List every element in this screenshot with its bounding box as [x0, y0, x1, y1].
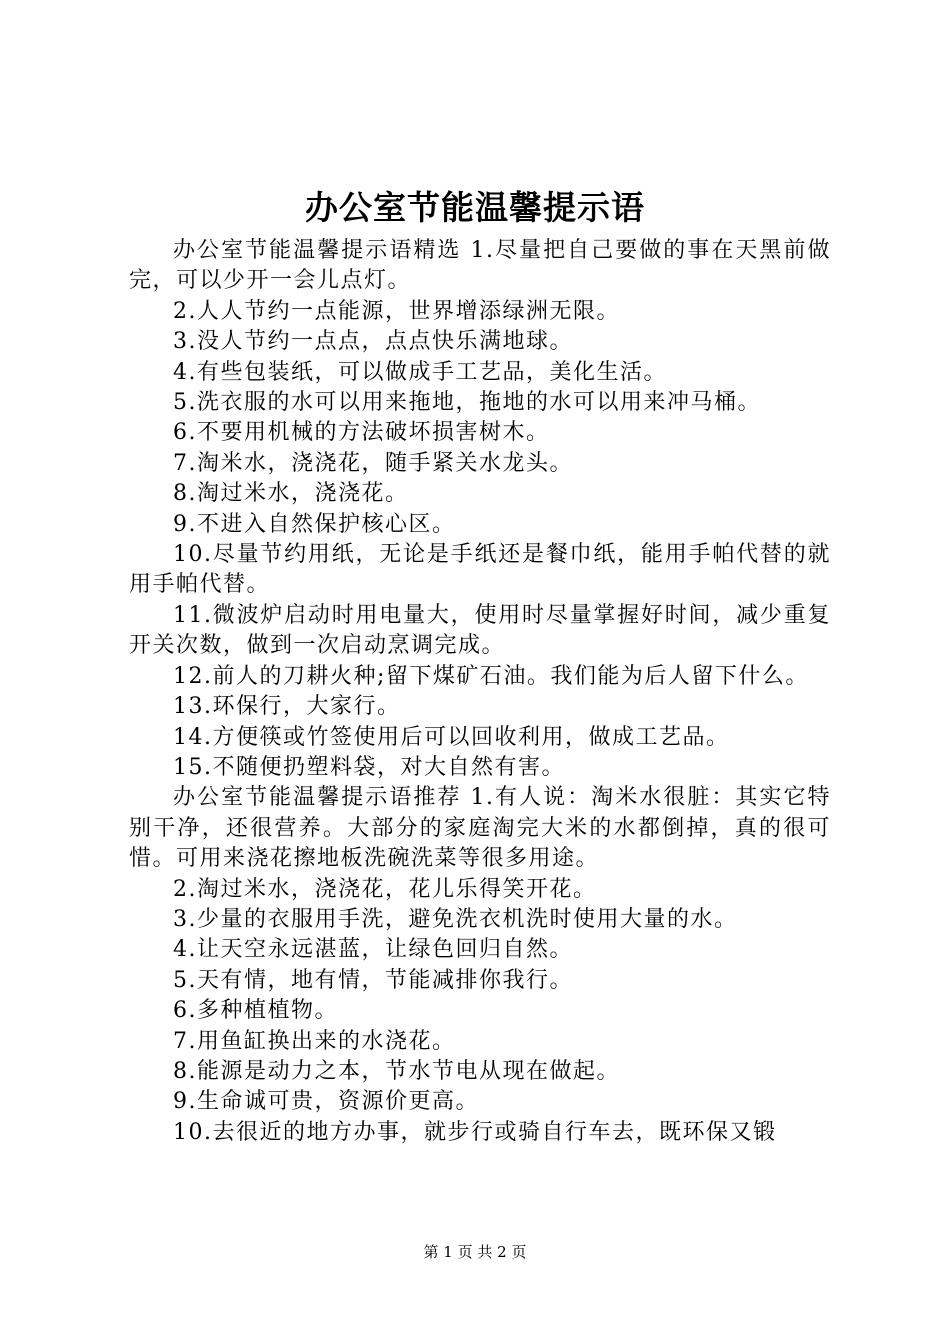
paragraph: 10.去很近的地方办事，就步行或骑自行车去，既环保又锻: [173, 1119, 777, 1145]
paragraph: 5.洗衣服的水可以用来拖地，拖地的水可以用来冲马桶。: [173, 390, 761, 416]
paragraph: 8.能源是动力之本，节水节电从现在做起。: [173, 1058, 620, 1084]
paragraph: 9.不进入自然保护核心区。: [173, 511, 456, 537]
paragraph: 8.淘过米水，浇浇花。: [173, 481, 409, 507]
paragraph: 10.尽量节约用纸，无论是手纸还是餐巾纸，能用手帕代替的就用手帕代替。: [129, 542, 831, 598]
paragraph: 6.不要用机械的方法破坏损害树木。: [173, 420, 550, 446]
paragraph: 办公室节能温馨提示语精选 1.尽量把自己要做的事在天黑前做完，可以少开一会儿点灯。: [129, 238, 831, 294]
paragraph: 4.让天空永远湛蓝，让绿色回归自然。: [173, 937, 573, 963]
paragraph: 14.方便筷或竹签使用后可以回收利用，做成工艺品。: [173, 724, 730, 750]
paragraph: 2.淘过米水，浇浇花，花儿乐得笑开花。: [173, 876, 597, 902]
paragraph: 7.用鱼缸换出来的水浇花。: [173, 1028, 456, 1054]
paragraph: 4.有些包装纸，可以做成手工艺品，美化生活。: [173, 359, 667, 385]
paragraph: 7.淘米水，浇浇花，随手紧关水龙头。: [173, 450, 573, 476]
document-body: [129, 236, 831, 1148]
paragraph: 2.人人节约一点能源，世界增添绿洲无限。: [173, 298, 620, 324]
paragraph: 15.不随便扔塑料袋，对大自然有害。: [173, 754, 565, 780]
paragraph: 6.多种植植物。: [173, 998, 338, 1024]
document-title: 办公室节能温馨提示语: [305, 188, 645, 227]
paragraph: 5.天有情，地有情，节能减排你我行。: [173, 967, 573, 993]
paragraph: 办公室节能温馨提示语推荐 1.有人说：淘米水很脏：其实它特别干净，还很营养。大部分的家庭淘完大米的水都倒掉，真的很可惜。可用来浇花擦地板洗碗洗菜等很多用途。: [129, 785, 831, 872]
paragraph: 11.微波炉启动时用电量大，使用时尽量掌握好时间，减少重复开关次数，做到一次启动烹调完成。: [129, 602, 831, 659]
paragraph: 12.前人的刀耕火种;留下煤矿石油。我们能为后人留下什么。: [173, 663, 809, 689]
paragraph: 3.没人节约一点点，点点快乐满地球。: [173, 329, 573, 355]
paragraph: 13.环保行，大家行。: [173, 694, 401, 720]
paragraph: 9.生命诚可贵，资源价更高。: [173, 1089, 479, 1115]
paragraph: 3.少量的衣服用手洗，避免洗衣机洗时使用大量的水。: [173, 906, 738, 932]
page-number-footer: 第 1 页 共 2 页: [423, 1243, 527, 1261]
